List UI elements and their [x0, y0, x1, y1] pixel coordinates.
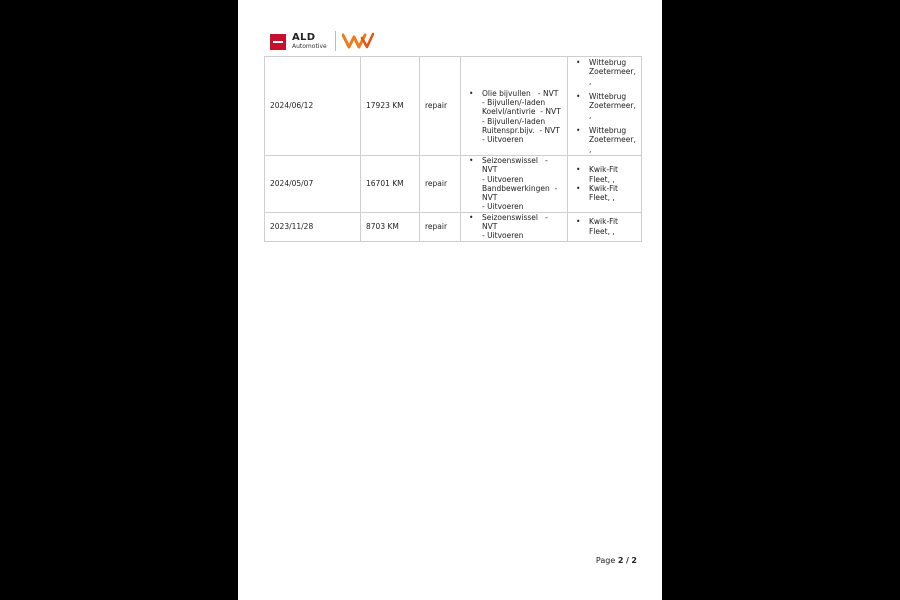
w-brand-logo [342, 32, 374, 50]
maintenance-history-table [264, 56, 642, 242]
list-item [466, 213, 562, 241]
page-number [596, 556, 637, 565]
bullet-icon: • [576, 183, 581, 193]
bullet-icon: • [469, 88, 474, 98]
tasks-cell [461, 156, 568, 213]
type-cell: repair [420, 57, 461, 156]
list-item [573, 165, 636, 184]
location-text: Kwik-Fit Fleet, , [589, 183, 618, 203]
list-item [573, 184, 636, 203]
bullet-icon: • [576, 58, 581, 68]
list-item [573, 217, 636, 236]
tasks-cell [461, 212, 568, 241]
tasks-cell [461, 57, 568, 156]
date-cell: 2024/05/07 [265, 156, 361, 213]
table-row [265, 212, 642, 241]
document-page [238, 0, 662, 600]
mileage-cell: 8703 KM [361, 212, 420, 241]
list-item [573, 92, 636, 120]
task-text: Olie bijvullen - NVT - Bijvullen/-laden Koelvl/antivrie - NVT - Bijvullen/-laden Ruitenspr.bijv. - NVT - Uitvoeren [482, 88, 561, 145]
ald-logo-name: ALD [292, 32, 316, 43]
table-row [265, 57, 642, 156]
location-text: Wittebrug Zoetermeer, , [589, 125, 636, 154]
type-cell: repair [420, 212, 461, 241]
page-separator: / [625, 556, 629, 565]
list-item [573, 58, 636, 86]
page-label: Page [595, 556, 616, 565]
location-cell [568, 57, 642, 156]
location-text: Wittebrug Zoetermeer, , [589, 92, 636, 120]
page-total: 2 [631, 556, 637, 565]
logo-divider [335, 31, 336, 51]
mileage-cell: 16701 KM [361, 156, 420, 213]
mileage-cell: 17923 KM [361, 57, 420, 156]
ald-logo-subtitle: Automotive [292, 43, 327, 50]
location-text: Kwik-Fit Fleet, , [589, 217, 618, 236]
ald-automotive-logo [270, 33, 327, 50]
bullet-icon: • [469, 212, 474, 222]
location-cell [568, 156, 642, 213]
page-current: 2 [617, 556, 624, 565]
task-text: Seizoenswissel - NVT - Uitvoeren [482, 212, 548, 241]
table-row [265, 156, 642, 213]
type-cell: repair [420, 156, 461, 213]
list-item [466, 89, 562, 145]
bullet-icon: • [576, 125, 581, 135]
bullet-icon: • [576, 92, 581, 102]
location-cell [568, 212, 642, 241]
list-item [573, 126, 636, 154]
location-text: Wittebrug Zoetermeer, , [589, 58, 636, 86]
task-text: Seizoenswissel - NVT - Uitvoeren Bandbewerkingen - NVT - Uitvoeren [482, 156, 558, 212]
date-cell: 2024/06/12 [265, 57, 361, 156]
list-item [466, 156, 562, 212]
bullet-icon: • [576, 165, 581, 175]
date-cell: 2023/11/28 [265, 212, 361, 241]
ald-logo-square [270, 34, 286, 50]
bullet-icon: • [576, 217, 581, 227]
location-text: Kwik-Fit Fleet, , [589, 165, 618, 184]
bullet-icon: • [469, 156, 474, 165]
